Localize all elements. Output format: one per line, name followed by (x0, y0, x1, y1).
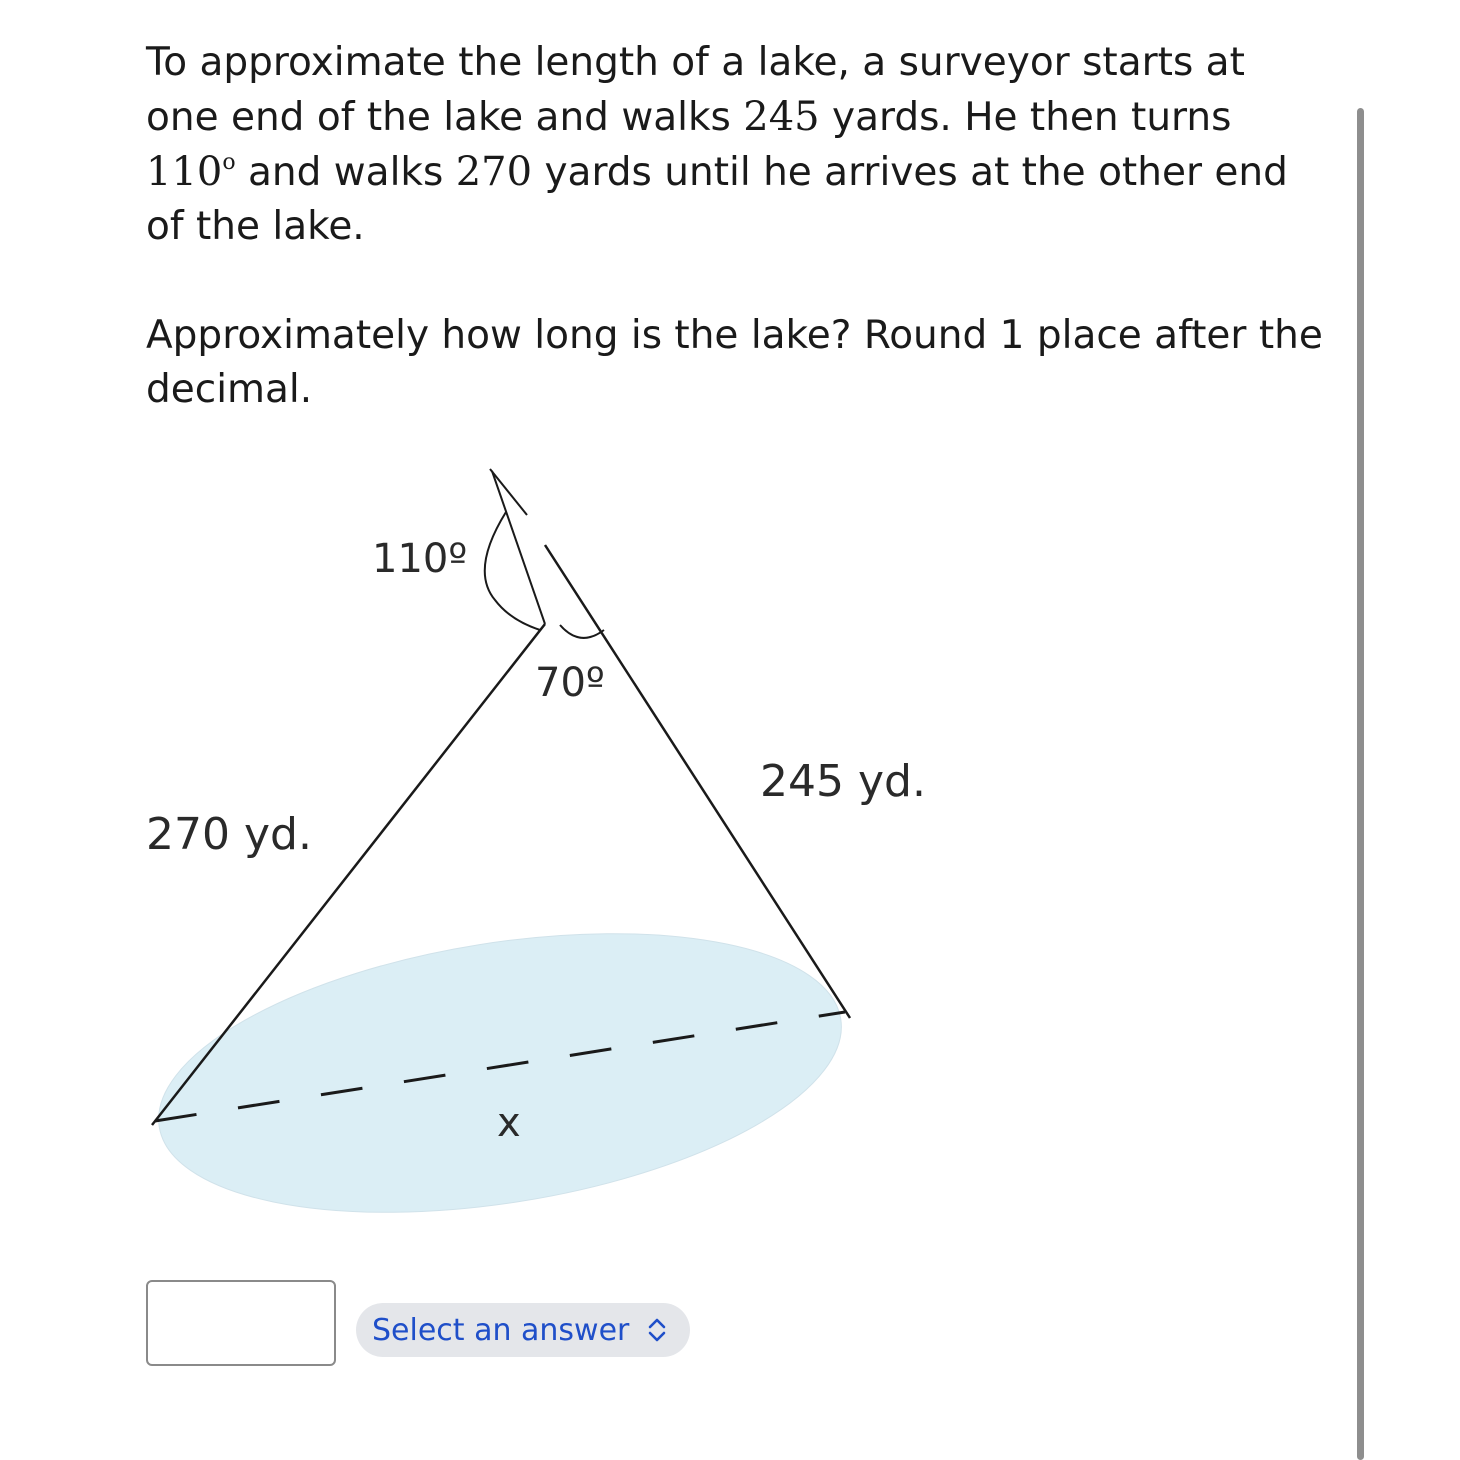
lake-diagram (140, 460, 940, 1220)
extension-tick (490, 469, 527, 515)
side-245-label: 245 yd. (760, 756, 926, 807)
walk1-value: 245 (743, 94, 820, 140)
problem-text-part-2: yards. He then turns (819, 95, 1232, 140)
exterior-angle-label: 110º (372, 536, 468, 582)
side-270-label: 270 yd. (146, 809, 312, 860)
unit-select-label: Select an answer (372, 1312, 630, 1348)
problem-text-part-1: To approximate the length of a lake, a surveyor starts at one end of the lake and walks (146, 40, 1245, 140)
scrollbar-thumb[interactable] (1357, 108, 1364, 1460)
problem-text-part-3: and walks (235, 150, 456, 195)
problem-prompt: Approximately how long is the lake? Round 1 place after the decimal. (146, 313, 1323, 412)
answer-input[interactable] (146, 1280, 336, 1366)
unknown-distance-label: x (497, 1100, 521, 1146)
chevron-up-down-icon (645, 1316, 669, 1344)
lake-shape (140, 891, 861, 1220)
walk2-value: 270 (455, 149, 533, 195)
interior-angle-label: 70º (535, 660, 605, 706)
unit-select-dropdown[interactable] (356, 1303, 690, 1357)
extension-line (492, 471, 545, 624)
turn-angle-degree: o (222, 150, 236, 175)
question-text (146, 36, 1326, 417)
problem-statement (146, 36, 1326, 254)
turn-angle-number: 110 (146, 149, 223, 195)
problem-text-part-4: yards until he arrives at the other end of the lake. (146, 150, 1288, 249)
turn-angle-value (146, 149, 236, 195)
